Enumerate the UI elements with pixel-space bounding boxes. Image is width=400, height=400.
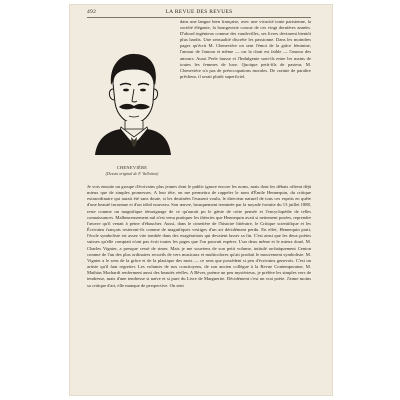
portrait-face — [113, 69, 154, 123]
page-header — [87, 9, 311, 17]
body-text-right-column: dans une langue bien française, avec une vivacité toute parisienne, la société élégante, la bourgeoisie cossue de ces vingt dernières années. D'abord ingénieux comme des vaudevilles, ses livres devinrent bientôt plus hardis. Une sensualité discrète les passionne. Dans les moindres pages qu'écrit M. Chenevière on sent l'émoi de la grâce féminine, l'amour de l'amour et même — car la chair est faible — l'amour des amours. Aussi Perle fausse et l'Indulgente sont-ils entre les mains de toutes les femmes de luxe. Quoique petit-fils de pasteur, M. Chenevière n'a pas de préoccupations morales. De crainte de paraître prêcheur, il serait plutôt superficiel. — [180, 19, 311, 79]
running-title: LA REVUE DES REVUES — [165, 9, 233, 15]
portrait-drawing — [87, 45, 177, 157]
portrait-credit: (Dessin original de F. Vallotton) — [105, 171, 159, 176]
header-rule — [87, 17, 311, 18]
page-number: 492 — [87, 9, 97, 15]
book-page — [70, 5, 332, 395]
portrait-caption: CHENEVIÈRE — [116, 165, 148, 170]
portrait-illustration — [87, 45, 177, 157]
portrait-eye — [123, 89, 129, 92]
portrait-neck — [125, 121, 143, 129]
body-text-full-width: Je vois ensuite un groupe d'écrivains plus jeunes dont le public ignore encore les noms, mais dont les débuts offrent déjà mieux que de simples promesses. A leur tête, on me permettra de rappeler le nom d'Émile Hennequin, du critique extraordinaire qui aurait été sans doute, si les destinées l'eussent voulu, le directeur naturel de tous ces esprits en quête d'une beauté inconnue et d'un idéal nouveau. Son œuvre, brusquement terminée par la noyade fortuite du 13 juillet 1888, reste comme un magnifique témoignage de ce qu'aurait pu le génie de cette pensée et l'encyclopédie de telles connaissances. Malheureusement nul n'est venu pratiquer les théories que Hennequin avait si nettement posées, reprendre l'œuvre qu'il venait à peine d'ébaucher. Aussi, dans le cimetière de l'histoire littéraire, le Critique scientifique et les Écrivains français resteront-ils comme de magnifiques vestiges d'un art décidément perdu. En effet, Hennequin parti, l'école symboliste est assez vite tombée dans des exagérations qui devaient lasser sa fin. C'est ainsi que les deux poètes suisses qu'elle comptait n'ont pas écrit toutes les pages que l'on pouvait espérer. L'un deux même et le mieux doué, M. Charles Vignier, a presque cessé de rimer. Mais je me souviens de son petit volume, intitulé archaïquement Centon comme de l'un des plus ordinaires recueils de vers musicaux et multicolores qu'ait produit le mouvement symboliste. M. Vignier a le sens de la grâce et de la plastique des mots — ce sens que possèdent si peu d'écrivains genevois. C'est un artiste qu'il faut regretter. Les volumes de nos concitoyens, de son ancien collègue à la Revue Contemporaine, M. Mathias Morhardt renferment aussi des beautés réelles. A Rêver, poème un peu mystérieux, je préfère les simples vers de tendresse, mais d'une tendresse si naïve et si pure du Livre de Marguerite. Décidément c'est un vrai poète. J'aime moins sa critique d'art, elle manque de perspective. On sent — [87, 184, 311, 288]
portrait-eye — [140, 89, 146, 92]
